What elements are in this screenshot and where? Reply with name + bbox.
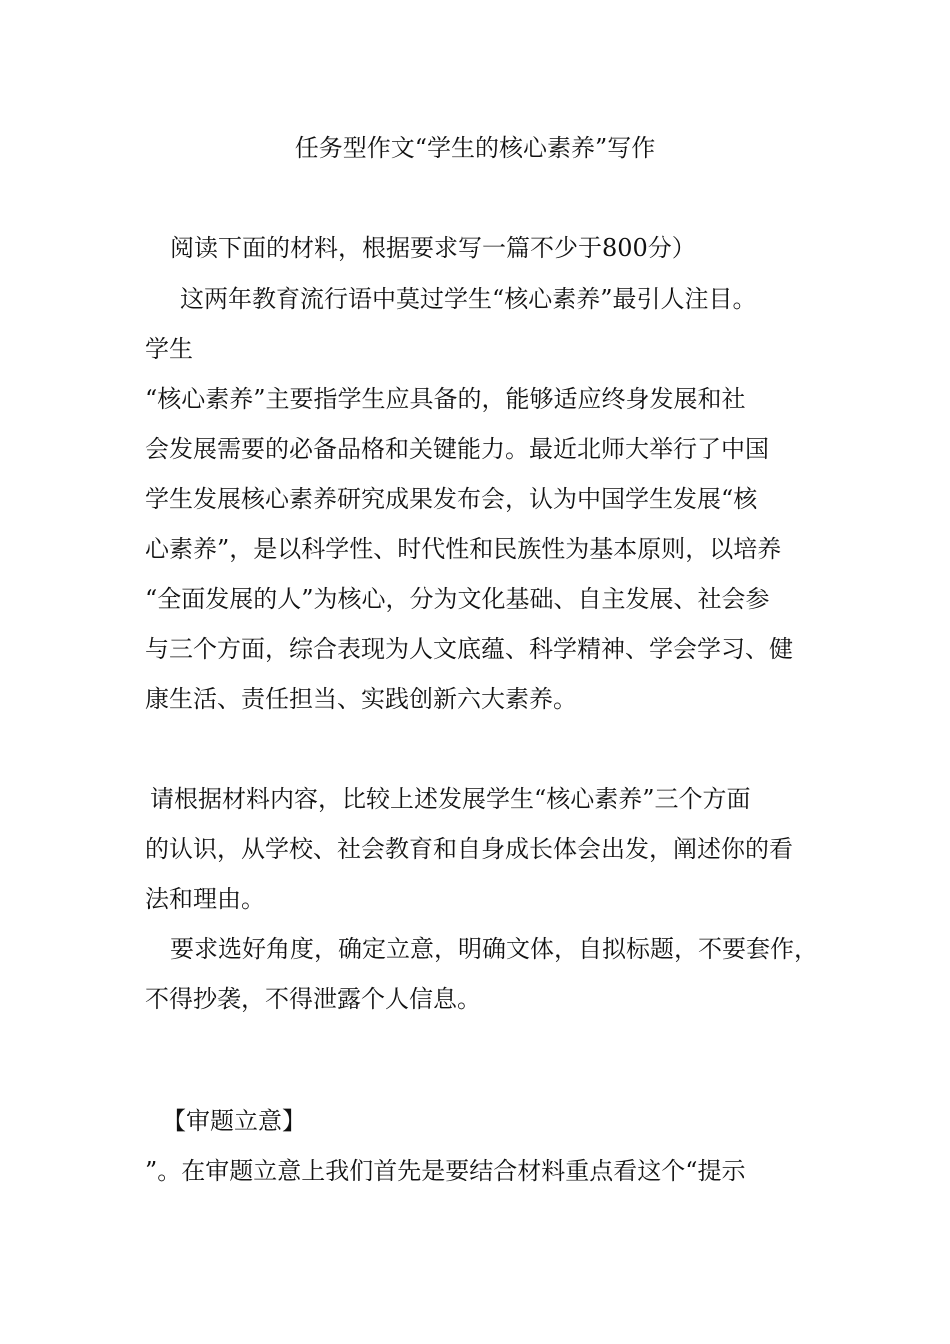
material-line: 这两年教育流行语中莫过学生“核心素养”最引人注目。	[180, 285, 757, 313]
material-line: 会发展需要的必备品格和关键能力。最近北师大举行了中国	[145, 435, 769, 463]
task-line: 法和理由。	[145, 885, 265, 913]
material-line: 心素养”，是以科学性、时代性和民族性为基本原则，以培养	[145, 535, 782, 563]
material-line: 学生	[145, 335, 193, 363]
material-line: 学生发展核心素养研究成果发布会，认为中国学生发展“核	[145, 485, 758, 513]
section-heading: 【审题立意】	[162, 1107, 306, 1135]
task-line: 的认识，从学校、社会教育和自身成长体会出发，阐述你的看	[145, 835, 793, 863]
requirement-line: 不得抄袭，不得泄露个人信息。	[145, 985, 481, 1013]
material-line: “核心素养”主要指学生应具备的，能够适应终身发展和社	[145, 385, 746, 413]
requirement-line: 要求选好角度，确定立意，明确文体，自拟标题，不要套作，	[170, 935, 818, 963]
analysis-line: ”。在审题立意上我们首先是要结合材料重点看这个“提示	[145, 1157, 746, 1185]
material-line: 与三个方面，综合表现为人文底蕴、科学精神、学会学习、健	[145, 635, 793, 663]
document-title: 任务型作文“学生的核心素养”写作	[294, 134, 656, 162]
task-line: 请根据材料内容，比较上述发展学生“核心素养”三个方面	[150, 785, 751, 813]
material-line: “全面发展的人”为核心，分为文化基础、自主发展、社会参	[145, 585, 770, 613]
instruction-line: 阅读下面的材料，根据要求写一篇不少于800分）	[170, 234, 696, 262]
material-line: 康生活、责任担当、实践创新六大素养。	[145, 685, 577, 713]
